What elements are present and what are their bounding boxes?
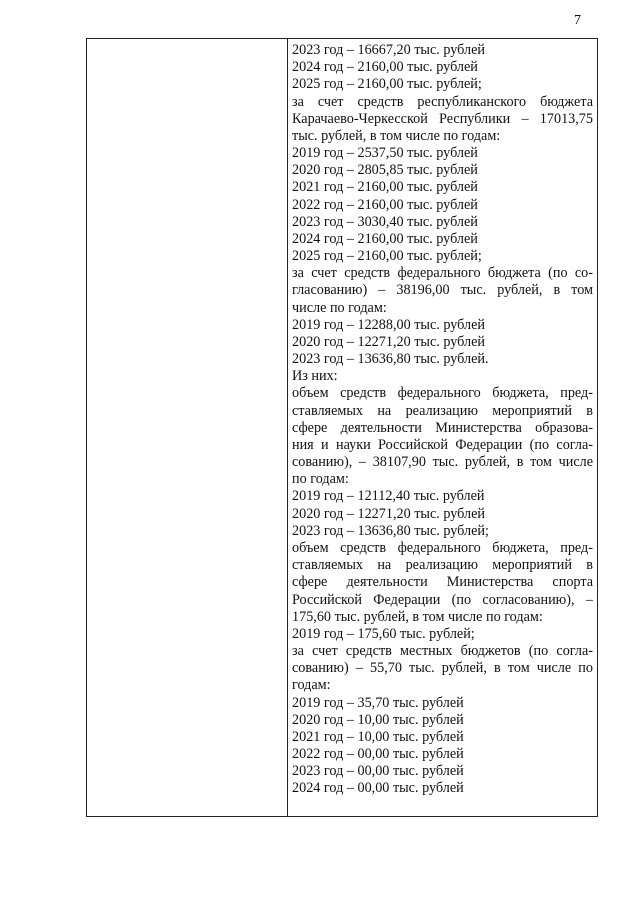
text-line: 2022 год – 2160,00 тыс. рублей xyxy=(292,196,478,213)
page-number: 7 xyxy=(574,13,581,28)
text-line: ния и науки Российской Федерации (по согла- xyxy=(292,436,593,453)
text-line: Карачаево-Черкесской Республики – 17013,75 xyxy=(292,110,593,127)
table-left-cell xyxy=(87,39,288,816)
text-line: 2021 год – 10,00 тыс. рублей xyxy=(292,728,464,745)
text-line: за счет средств республиканского бюджета xyxy=(292,93,593,110)
text-line: объем средств федерального бюджета, пред- xyxy=(292,385,593,402)
text-line: 2019 год – 175,60 тыс. рублей; xyxy=(292,625,475,642)
text-line: за счет средств местных бюджетов (по согла- xyxy=(292,643,593,660)
document-table xyxy=(86,38,598,817)
text-line: годам: xyxy=(292,677,331,694)
text-line: тыс. рублей, в том числе по годам: xyxy=(292,127,501,144)
text-line: гласованию) – 38196,00 тыс. рублей, в том xyxy=(292,282,593,299)
text-line: 175,60 тыс. рублей, в том числе по годам: xyxy=(292,608,543,625)
text-line: 2019 год – 12288,00 тыс. рублей xyxy=(292,316,485,333)
text-line: Российской Федерации (по согласованию), – xyxy=(292,591,593,608)
text-line: 2019 год – 35,70 тыс. рублей xyxy=(292,694,464,711)
text-line: 2020 год – 10,00 тыс. рублей xyxy=(292,711,464,728)
text-line: 2024 год – 00,00 тыс. рублей xyxy=(292,780,464,797)
text-line: 2024 год – 2160,00 тыс. рублей xyxy=(292,230,478,247)
text-line: 2023 год – 16667,20 тыс. рублей xyxy=(292,42,485,58)
text-line: 2025 год – 2160,00 тыс. рублей; xyxy=(292,248,482,265)
text-line: объем средств федерального бюджета, пред- xyxy=(292,539,593,556)
text-line: сфере деятельности Министерства образова- xyxy=(292,419,593,436)
text-line: 2023 год – 13636,80 тыс. рублей; xyxy=(292,522,489,539)
text-line: 2020 год – 2805,85 тыс. рублей xyxy=(292,162,478,179)
text-line: за счет средств федерального бюджета (по со- xyxy=(292,265,593,282)
text-line: сованию) – 55,70 тыс. рублей, в том числе по xyxy=(292,660,593,677)
text-line: 2023 год – 3030,40 тыс. рублей xyxy=(292,213,478,230)
text-line: числе по годам: xyxy=(292,299,387,316)
text-line: 2020 год – 12271,20 тыс. рублей xyxy=(292,333,485,350)
text-line: сфере деятельности Министерства спорта xyxy=(292,574,593,591)
text-line: 2022 год – 00,00 тыс. рублей xyxy=(292,746,464,763)
text-line: 2019 год – 2537,50 тыс. рублей xyxy=(292,145,478,162)
text-line: 2019 год – 12112,40 тыс. рублей xyxy=(292,488,485,505)
text-line: по годам: xyxy=(292,471,349,488)
text-line: ставляемых на реализацию мероприятий в xyxy=(292,402,593,419)
text-line: 2023 год – 00,00 тыс. рублей xyxy=(292,763,464,780)
text-line: 2024 год – 2160,00 тыс. рублей xyxy=(292,59,478,76)
text-line: 2021 год – 2160,00 тыс. рублей xyxy=(292,179,478,196)
table-right-cell xyxy=(288,39,597,816)
text-line: сованию), – 38107,90 тыс. рублей, в том числе xyxy=(292,454,593,471)
text-line: 2025 год – 2160,00 тыс. рублей; xyxy=(292,76,482,93)
text-line: ставляемых на реализацию мероприятий в xyxy=(292,557,593,574)
text-line: Из них: xyxy=(292,368,338,385)
text-line: 2023 год – 13636,80 тыс. рублей. xyxy=(292,351,489,368)
text-line: 2020 год – 12271,20 тыс. рублей xyxy=(292,505,485,522)
